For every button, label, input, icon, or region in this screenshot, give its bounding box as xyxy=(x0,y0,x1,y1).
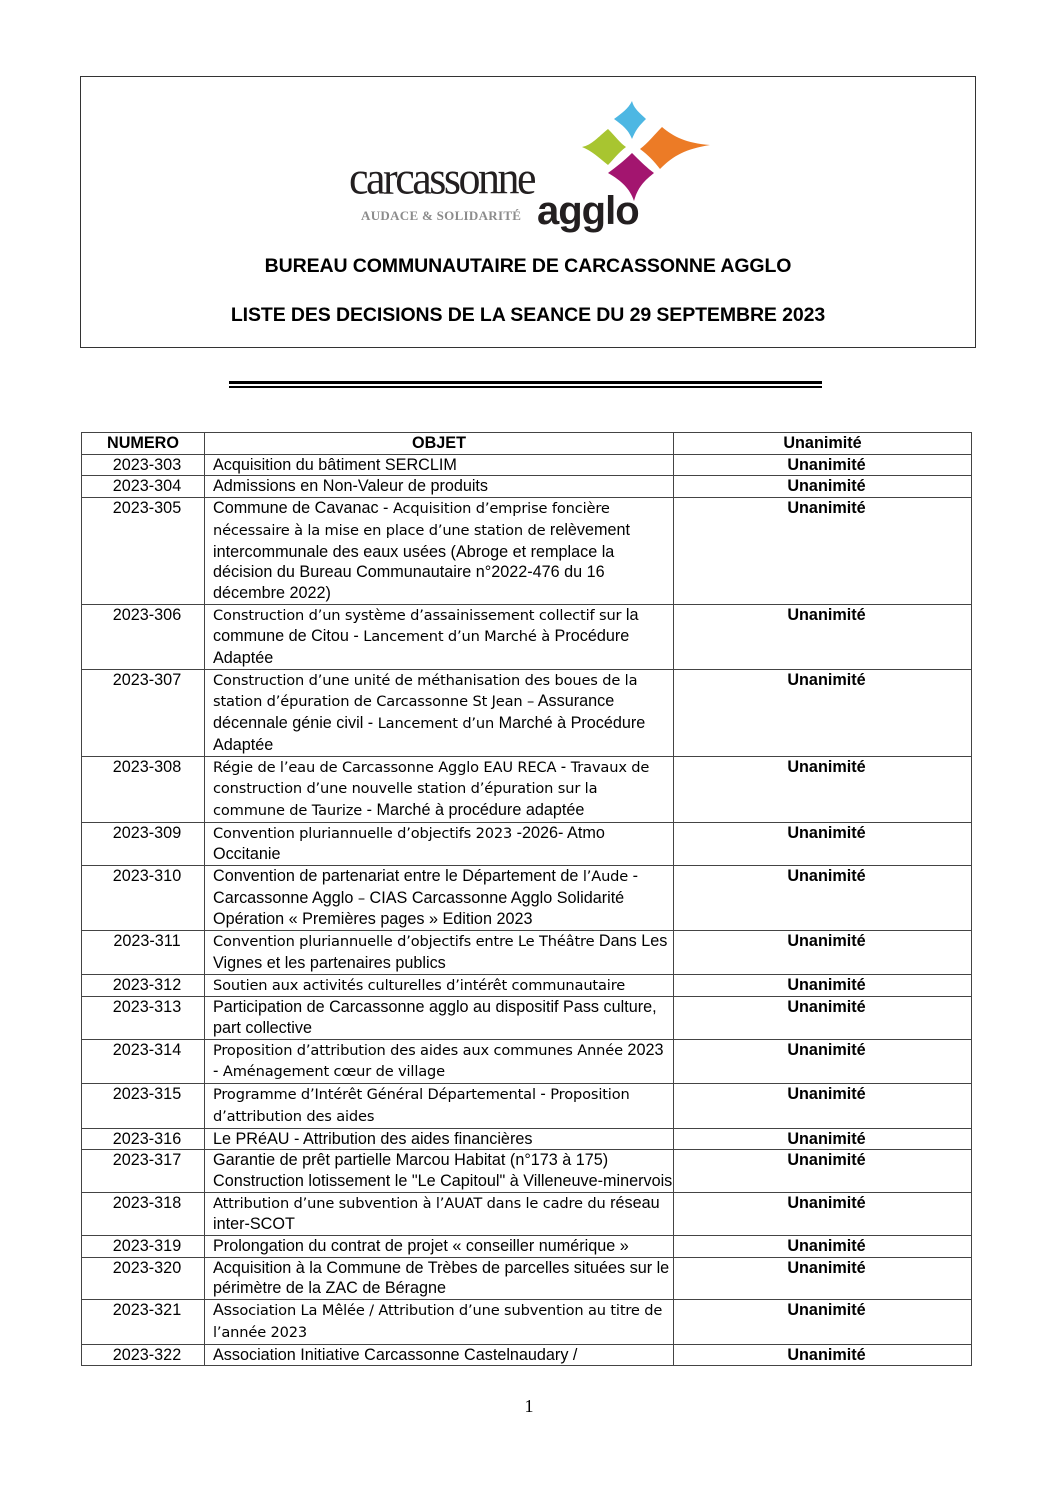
subject-text: réseau inter-SCOT xyxy=(213,1193,660,1234)
subject-text: - Carcassonne Agglo xyxy=(213,867,639,907)
table-row xyxy=(82,604,972,669)
subject-emphasis-text: Aménagement cœur de village xyxy=(222,1063,445,1081)
subject-text: Participation de Carcassonne agglo au dispositif Pass culture, part collective xyxy=(213,998,657,1037)
subject-text: Dans Les Vignes et les partenaires publics xyxy=(213,932,668,972)
page-number: 1 xyxy=(524,1396,534,1416)
table-row xyxy=(82,997,972,1039)
document-subtitle: LISTE DES DECISIONS DE LA SEANCE DU 29 SEPTEMBRE 2023 xyxy=(230,304,826,326)
decision-number: 2023-317 xyxy=(82,1150,205,1192)
table-row xyxy=(82,1084,972,1128)
double-rule-divider xyxy=(229,381,822,389)
decision-number: 2023-303 xyxy=(82,454,205,476)
carcassonne-agglo-logo xyxy=(349,97,709,237)
subject-emphasis-text: Programme d’Intérêt Général Départemental xyxy=(213,1086,536,1104)
subject-text: - xyxy=(535,1085,551,1104)
vote-result: Unanimité xyxy=(674,1300,972,1344)
divider-line-thick xyxy=(229,381,822,384)
table-row xyxy=(82,476,972,498)
table-row xyxy=(82,454,972,476)
subject-text: As xyxy=(213,1301,232,1320)
decision-subject xyxy=(205,498,674,605)
decision-subject xyxy=(205,756,674,822)
subject-emphasis-text: Lancement d’un xyxy=(377,715,495,733)
subject-text: Acquisition du bâtiment SERCLIM xyxy=(213,455,457,474)
logo-tagline: AUDACE & SOLIDARITÉ xyxy=(361,208,522,223)
column-header-objet: OBJET xyxy=(205,433,674,455)
subject-text: Garantie de prêt partielle Marcou Habitat (n°173 à 175) Construction lotissement le "Le Capitoul" à Villeneuve-minervois xyxy=(213,1151,673,1190)
vote-result: Unanimité xyxy=(674,1236,972,1258)
subject-text: Marché à Procédure Adaptée xyxy=(213,714,646,754)
vote-result: Unanimité xyxy=(674,822,972,865)
decision-number: 2023-308 xyxy=(82,756,205,822)
subject-emphasis-text: Proposition d’attribution des aides xyxy=(213,1086,630,1125)
table-row xyxy=(82,669,972,756)
decision-number: 2023-314 xyxy=(82,1039,205,1083)
decision-number: 2023-313 xyxy=(82,997,205,1039)
vote-result: Unanimité xyxy=(674,1192,972,1235)
table-row xyxy=(82,931,972,974)
table-row xyxy=(82,822,972,865)
table-row xyxy=(82,498,972,605)
vote-result: Unanimité xyxy=(674,669,972,756)
decision-number: 2023-306 xyxy=(82,604,205,669)
column-header-numero: NUMERO xyxy=(82,433,205,455)
subject-emphasis-text: Travaux de construction d’une nouvelle station d’épuration sur la commune de Taurize xyxy=(213,758,650,819)
subject-emphasis-text: Proposition d’attribution des aides aux communes Année xyxy=(213,1041,623,1059)
decision-number: 2023-311 xyxy=(82,931,205,974)
decision-subject xyxy=(205,476,674,498)
subject-emphasis-text: – xyxy=(357,889,366,907)
decision-subject xyxy=(205,997,674,1039)
subject-emphasis-text: Soutien aux activités culturelles d’intérêt communautaire xyxy=(213,976,626,994)
vote-result: Unanimité xyxy=(674,1257,972,1299)
decision-subject xyxy=(205,454,674,476)
decision-subject xyxy=(205,1150,674,1192)
logo-wordmark-agglo: agglo xyxy=(537,189,639,233)
table-row xyxy=(82,1039,972,1083)
subject-emphasis-text: Acquisition d’emprise foncière nécessaire à la mise en place d’une station de xyxy=(213,500,610,539)
subject-text: Le PRéAU - Attribution des aides financières xyxy=(213,1129,533,1148)
decision-number: 2023-309 xyxy=(82,822,205,865)
logo-orange-diamond xyxy=(640,127,710,169)
table-row xyxy=(82,1236,972,1258)
decision-number: 2023-315 xyxy=(82,1084,205,1128)
subject-text: Acquisition à la Commune de Trèbes de parcelles situées sur le périmètre de la ZAC de Béragne xyxy=(213,1258,670,1298)
decision-number: 2023-318 xyxy=(82,1192,205,1235)
subject-emphasis-text: Convention pluriannuelle d’objectifs entre Le Théâtre xyxy=(213,933,595,951)
decision-subject xyxy=(205,974,674,997)
table-row xyxy=(82,866,972,931)
decisions-table-body xyxy=(82,454,972,1366)
vote-result: Unanimité xyxy=(674,498,972,605)
decision-subject xyxy=(205,1300,674,1344)
decision-number: 2023-307 xyxy=(82,669,205,756)
logo-green-diamond xyxy=(582,129,626,165)
subject-emphasis-text: Construction d’un système d’assainissement collectif sur xyxy=(213,606,622,624)
document-header xyxy=(80,76,976,348)
table-row xyxy=(82,1344,972,1366)
vote-result: Unanimité xyxy=(674,1039,972,1083)
subject-emphasis-text: Attribution d’une subvention à l’AUAT dans le cadre du xyxy=(213,1194,606,1212)
decision-number: 2023-319 xyxy=(82,1236,205,1258)
decision-subject xyxy=(205,1236,674,1258)
subject-text: - xyxy=(556,757,571,776)
subject-text: Prolongation du contrat de projet « conseiller numérique » xyxy=(213,1237,629,1256)
decision-subject xyxy=(205,604,674,669)
decision-number: 2023-312 xyxy=(82,974,205,997)
decisions-table xyxy=(81,432,972,1366)
vote-result: Unanimité xyxy=(674,756,972,822)
decision-subject xyxy=(205,1257,674,1299)
logo-wordmark: carcassonne xyxy=(349,152,535,205)
subject-emphasis-text: l’Aude xyxy=(582,868,629,886)
vote-result: Unanimité xyxy=(674,1150,972,1192)
subject-emphasis-text: sociation La Mêlée / Attribution d’une subvention au titre de l’année 2023 xyxy=(213,1302,663,1341)
subject-emphasis-text: Lancement d’un Marché à xyxy=(363,628,551,646)
subject-text: relèvement intercommunale des eaux usées (Abroge et remplace la décision du Bureau Communautaire n°2022-476 du 16 décembre 2022) xyxy=(213,520,631,602)
vote-result: Unanimité xyxy=(674,931,972,974)
subject-text: Assurance décennale génie civil - xyxy=(213,692,615,733)
subject-text: Association Initiative Carcassonne Castelnaudary / xyxy=(213,1345,578,1364)
subject-text: CIAS Carcassonne Agglo Solidarité Opération « Premières pages » Edition 2023 xyxy=(213,888,625,929)
vote-result: Unanimité xyxy=(674,866,972,931)
decision-number: 2023-322 xyxy=(82,1344,205,1366)
table-row xyxy=(82,974,972,997)
decision-number: 2023-305 xyxy=(82,498,205,605)
subject-text: 2023 - xyxy=(213,1040,664,1081)
table-row xyxy=(82,1150,972,1192)
vote-result: Unanimité xyxy=(674,997,972,1039)
subject-emphasis-text: Convention pluriannuelle d’objectifs 2023 xyxy=(213,824,513,842)
subject-emphasis-text: Construction d’une unité de méthanisation des boues de la station d’épuration de Carcassonne St Jean – xyxy=(213,671,638,711)
table-row xyxy=(82,1300,972,1344)
decision-subject xyxy=(205,1128,674,1150)
decision-subject xyxy=(205,1039,674,1083)
decision-subject xyxy=(205,1192,674,1235)
vote-result: Unanimité xyxy=(674,1344,972,1366)
vote-result: Unanimité xyxy=(674,1128,972,1150)
decision-subject xyxy=(205,866,674,931)
table-row xyxy=(82,1128,972,1150)
subject-text: - Marché à procédure adaptée xyxy=(362,800,585,819)
decision-subject xyxy=(205,931,674,974)
decision-subject xyxy=(205,1084,674,1128)
column-header-vote: Unanimité xyxy=(674,433,972,455)
divider-line-thin xyxy=(229,386,822,388)
subject-text: Admissions en Non-Valeur de produits xyxy=(213,477,489,496)
decision-number: 2023-304 xyxy=(82,476,205,498)
table-row xyxy=(82,1192,972,1235)
subject-text: -2026- Atmo Occitanie xyxy=(213,823,605,864)
table-row xyxy=(82,1257,972,1299)
subject-text: Convention de partenariat entre le Département de xyxy=(213,867,583,886)
vote-result: Unanimité xyxy=(674,974,972,997)
subject-text: Procédure Adaptée xyxy=(213,627,630,668)
table-row xyxy=(82,756,972,822)
document-title: BUREAU COMMUNAUTAIRE DE CARCASSONNE AGGLO xyxy=(264,255,792,277)
subject-emphasis-text: Régie de l’eau de Carcassonne Agglo EAU RECA xyxy=(213,758,557,776)
decision-subject xyxy=(205,822,674,865)
vote-result: Unanimité xyxy=(674,604,972,669)
decision-subject xyxy=(205,669,674,756)
decision-subject xyxy=(205,1344,674,1366)
vote-result: Unanimité xyxy=(674,454,972,476)
decision-number: 2023-316 xyxy=(82,1128,205,1150)
decision-number: 2023-310 xyxy=(82,866,205,931)
decision-number: 2023-321 xyxy=(82,1300,205,1344)
vote-result: Unanimité xyxy=(674,1084,972,1128)
vote-result: Unanimité xyxy=(674,476,972,498)
subject-text: Commune de Cavanac - xyxy=(213,499,393,518)
table-header-row xyxy=(82,433,972,455)
decision-number: 2023-320 xyxy=(82,1257,205,1299)
subject-text: la commune de Citou - xyxy=(213,605,639,646)
logo-blue-diamond xyxy=(614,101,646,139)
